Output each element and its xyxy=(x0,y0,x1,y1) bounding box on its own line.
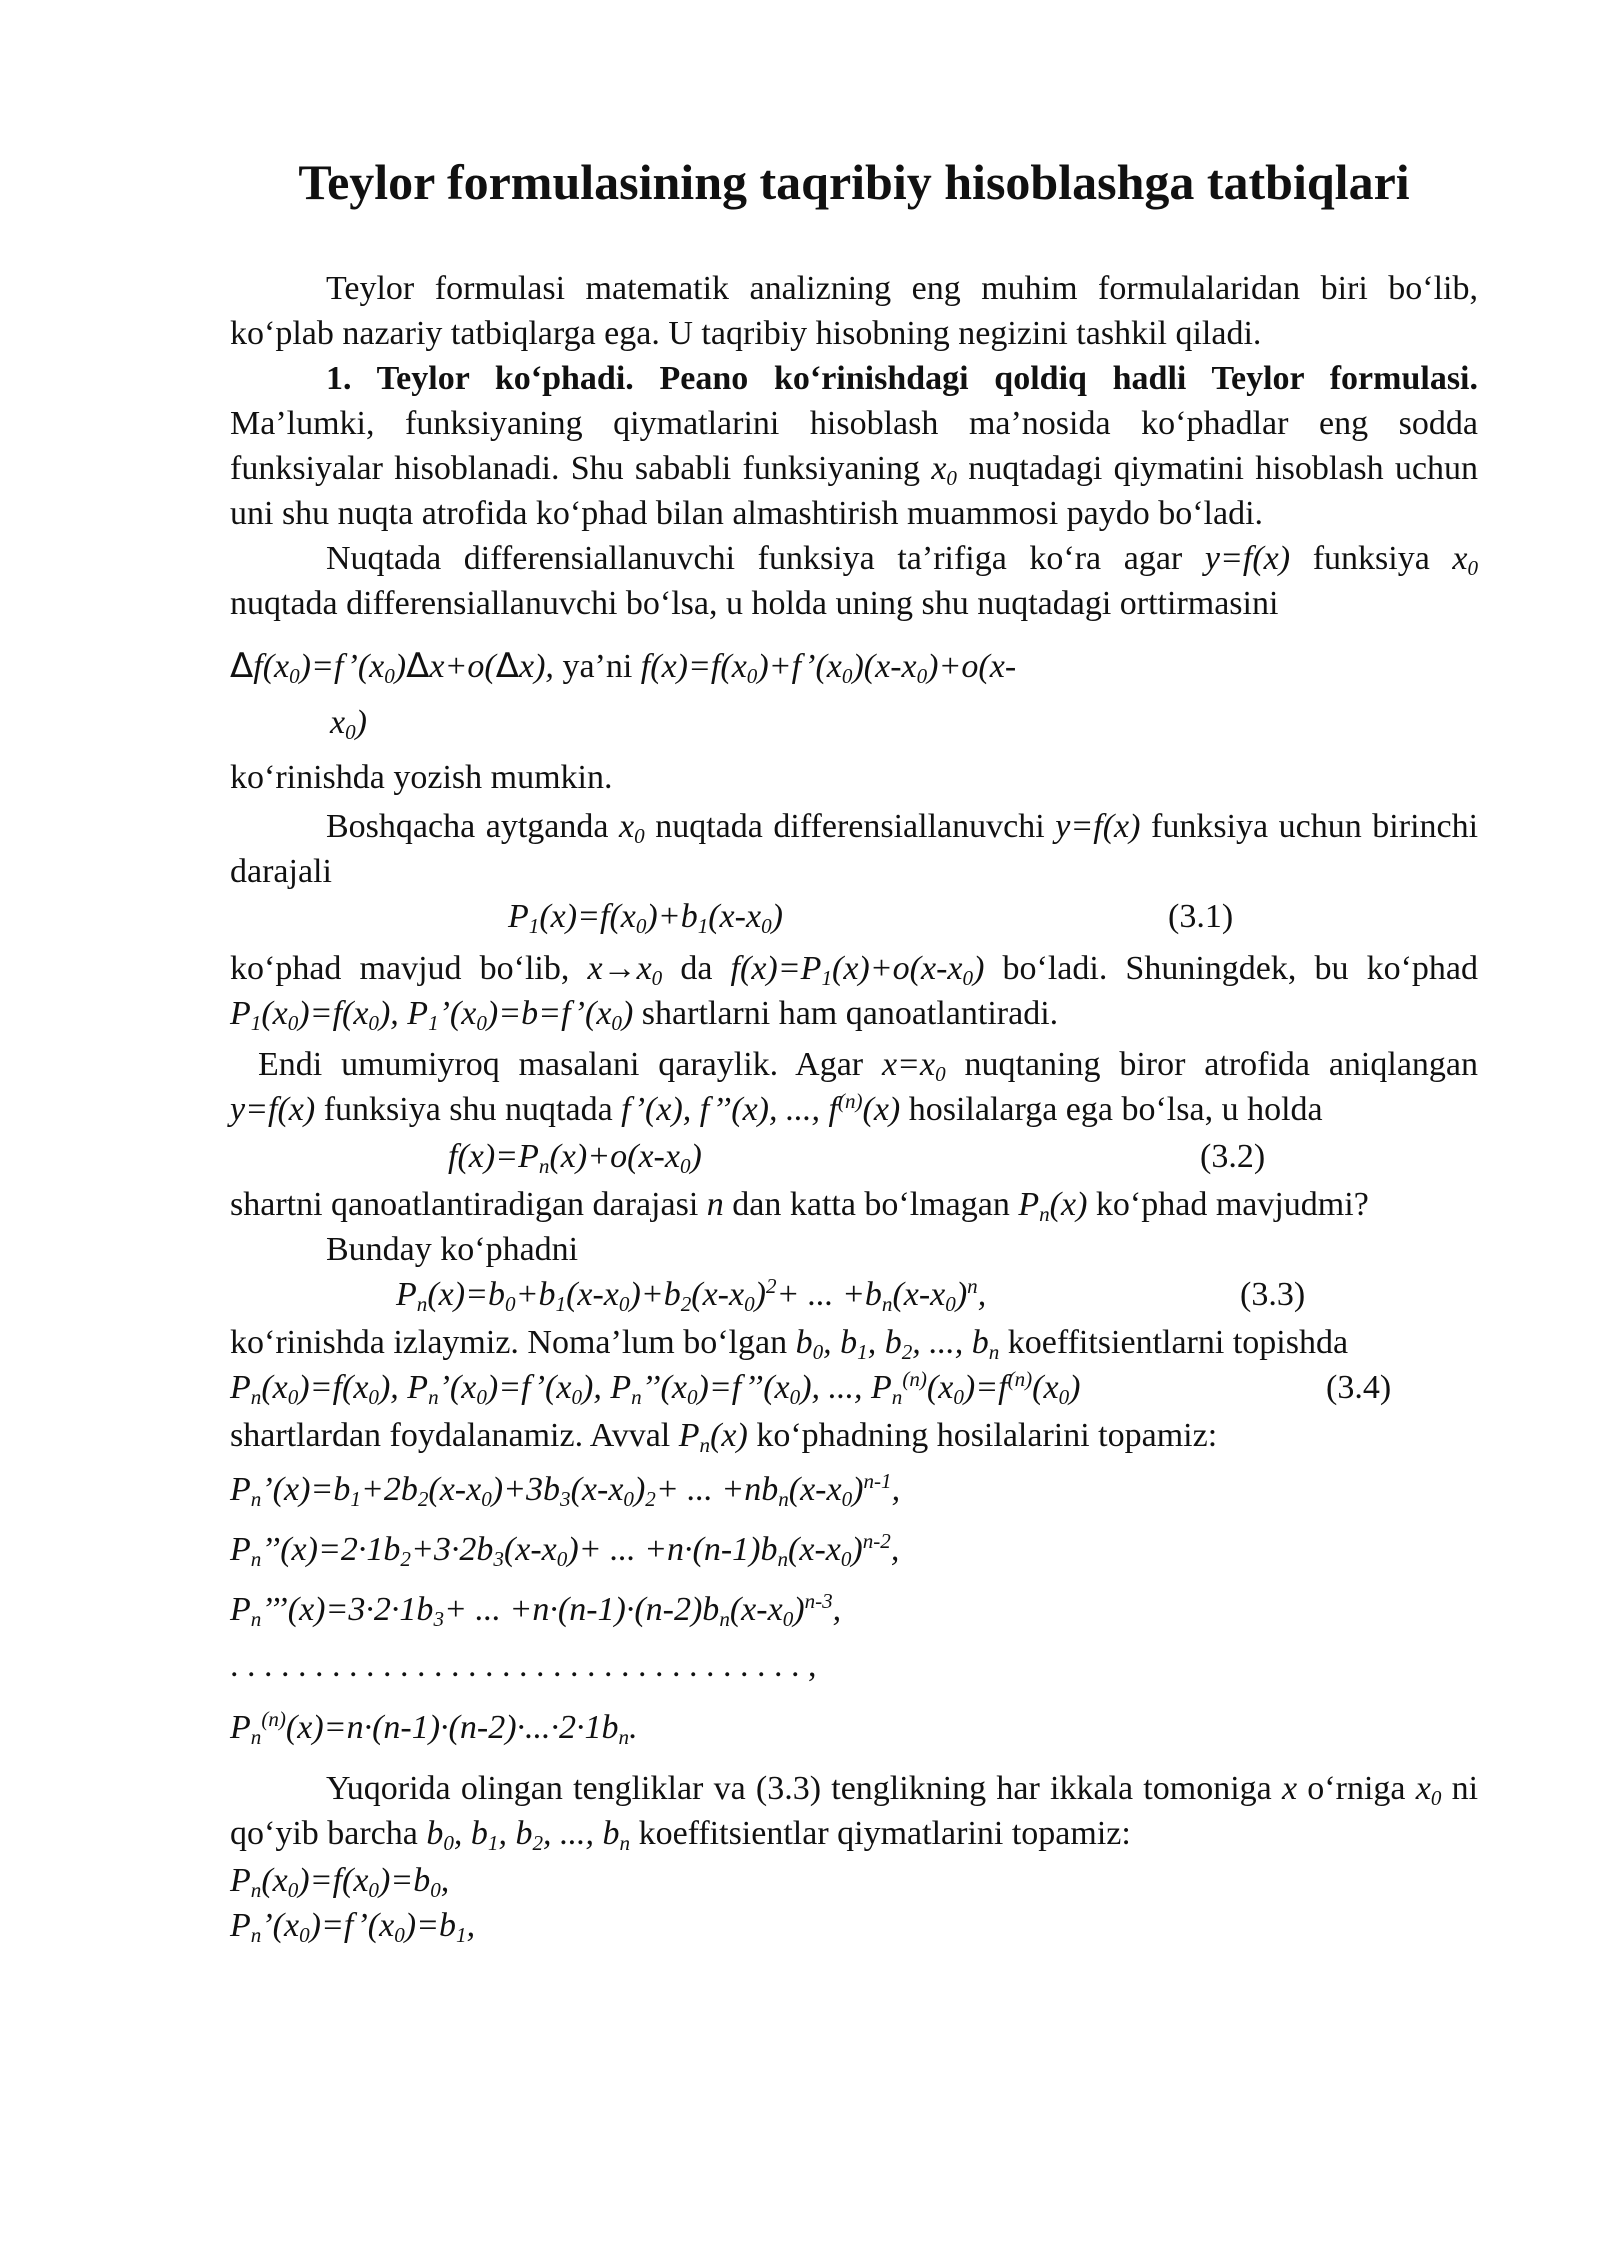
coefficient-b1: $P_n’(x_0)=f’(x_0)=b_1$, xyxy=(230,1907,476,1947)
equation-label: (3.1) xyxy=(1168,898,1234,935)
p1-text-b: nuqtadagi qiymatini hisoblash uchun uni shu nuqta atrofida ko‘phad bilan almashtirish muammosi paydo bo‘ladi. xyxy=(230,450,1479,532)
section-heading: 1. Teylor ko‘phadi. Peano ko‘rinishdagi qoldiq hadli Teylor formulasi. xyxy=(326,360,1478,397)
paragraph-first-degree: Boshqacha aytganda $x_0$ nuqtada differensiallanuvchi y=f(x) funksiya uchun birinchi darajali xyxy=(230,808,1479,890)
paragraph-question: shartni qanoatlantiradigan darajasi n dan katta bo‘lmagan $P_n(x)$ ko‘phad mavjudmi? xyxy=(230,1186,1369,1226)
paragraph-differentiable: Nuqtada differensiallanuvchi funksiya ta’rifiga ko‘ra agar y=f(x) funksiya $x_0$ nuqtada differensiallanuvchi bo‘lsa, u holda uning shu nuqtadagi orttirmasini xyxy=(230,540,1479,622)
derivative-n: $P_n^{(n)}(x)=n\cdot(n-1)\cdot(n-2)\cdot...\cdot 2\cdot 1b_n$. xyxy=(230,1707,638,1749)
intro-paragraph: Teylor formulasi matematik analizning eng muhim formulalaridan biri bo‘lib, ko‘plab nazariy tatbiqlarga ega. U taqribiy hisobning negizini tashkil qiladi. xyxy=(230,270,1478,352)
equation-3-1: $P_1(x)=f(x_0)+b_1(x-x_0)$ (3.1) xyxy=(230,894,1478,942)
p8-text: Bunday ko‘phadni xyxy=(326,1231,579,1268)
derivative-1: $P_n’(x)=b_1+2b_2(x-x_0)+3b_3(x-x_0)_2+$ ... $+nb_n(x-x_0)^{n-1}$, xyxy=(230,1469,901,1511)
equation-3-4: $P_n(x_0)=f(x_0)$, $P_n’(x_0)=f’(x_0)$, $P_n’’(x_0)=f’’(x_0)$, ..., $P_n^{(n)}(x_0)=f^{(n)}(x_0)$ (3.4) xyxy=(230,1367,1392,1409)
p1-text-a: Ma’lumki, funksiyaning qiymatlarini hisoblash ma’nosida ko‘phadlar eng sodda funksiyalar hisoblanadi. Shu sababli funksiyaning xyxy=(230,405,1478,487)
derivative-2: $P_n’’(x)=2\cdot 1b_2+3\cdot 2b_3(x-x_0)+$ ... $+n\cdot(n-1)b_n(x-x_0)^{n-2}$, xyxy=(230,1529,900,1571)
derivative-3: $P_n’’’(x)=3\cdot 2\cdot 1b_3+$ ... $+n\cdot(n-1)\cdot(n-2)b_n(x-x_0)^{n-3}$, xyxy=(230,1589,842,1631)
equation-label: (3.2) xyxy=(1200,1138,1266,1175)
paragraph-substitution: Yuqorida olingan tengliklar va (3.3) tenglikning har ikkala tomoniga x o‘rniga $x_0$ ni qo‘yib barcha $b_0$, $b_1$, $b_2$, ..., $b_n$ koeffitsientlar qiymatlarini topamiz: xyxy=(230,1770,1479,1855)
increment-formula: $\Delta f(x_0)=f’(x_0)\Delta x+o(\Delta x)$, ya’ni $f(x)=f(x_0)+f’(x_0)(x-x_0)+o(x-$ $x_0$) xyxy=(230,646,1017,744)
equation-label: (3.3) xyxy=(1240,1276,1306,1313)
paragraph-derivatives-intro: shartlardan foydalanamiz. Avval $P_n(x)$ ko‘phadning hosilalarini topamiz: xyxy=(230,1417,1218,1457)
equation-3-3: $P_n(x)=b_0+b_1(x-x_0)+b_2(x-x_0)^2+$ ... $+b_n(x-x_0)^n$, (3.3) xyxy=(396,1274,1306,1316)
dots-row: . . . . . . . . . . . . . . . . . . . . . . . . . . . . . . . . . . , xyxy=(230,1647,817,1684)
page-title: Teylor formulasining taqribiy hisoblashga tatbiqlari xyxy=(298,154,1410,210)
section-paragraph: 1. Teylor ko‘phadi. Peano ko‘rinishdagi qoldiq hadli Teylor formulasi. Ma’lumki, funksiyaning qiymatlarini hisoblash ma’nosida ko‘phadlar eng sodda funksiyalar hisoblanadi. Shu sababli funksiyaning $x_0$ nuqtadagi qiymatini hisoblash uchun uni shu nuqta atrofida ko‘phad bilan almashtirish muammosi paydo bo‘ladi. xyxy=(230,360,1479,532)
equation-label: (3.4) xyxy=(1326,1369,1392,1406)
paragraph-general-problem: Endi umumiyroq masalani qaraylik. Agar $x=x_0$ nuqtaning biror atrofida aniqlangan y=f(x) funksiya shu nuqtada f’(x), f’’(x), ..., $f^{(n)}(x)$ hosilalarga ega bo‘lsa, u holda xyxy=(230,1046,1479,1128)
document-page xyxy=(230,150,1478,1948)
paragraph-polynomial-exists: ko‘phad mavjud bo‘lib, $x\to x_0$ da $f(x)=P_1(x)+o(x-x_0)$ bo‘ladi. Shuningdek, bu ko‘phad $P_1(x_0)=f(x_0)$, $P_1’(x_0)=b=f’(x_0)$ shartlarni ham qanoatlantiradi. xyxy=(230,950,1479,1035)
equation-3-2: $f(x)=P_n(x)+o(x-x_0)$ (3.2) xyxy=(230,1134,1478,1182)
coefficient-b0: $P_n(x_0)=f(x_0)=b_0$, xyxy=(230,1862,450,1902)
paragraph-unknown-coefficients: ko‘rinishda izlaymiz. Noma’lum bo‘lgan $b_0$, $b_1$, $b_2$, ..., $b_n$ koeffitsientlarni topishda xyxy=(230,1324,1349,1364)
p3-text: ko‘rinishda yozish mumkin. xyxy=(230,759,613,796)
